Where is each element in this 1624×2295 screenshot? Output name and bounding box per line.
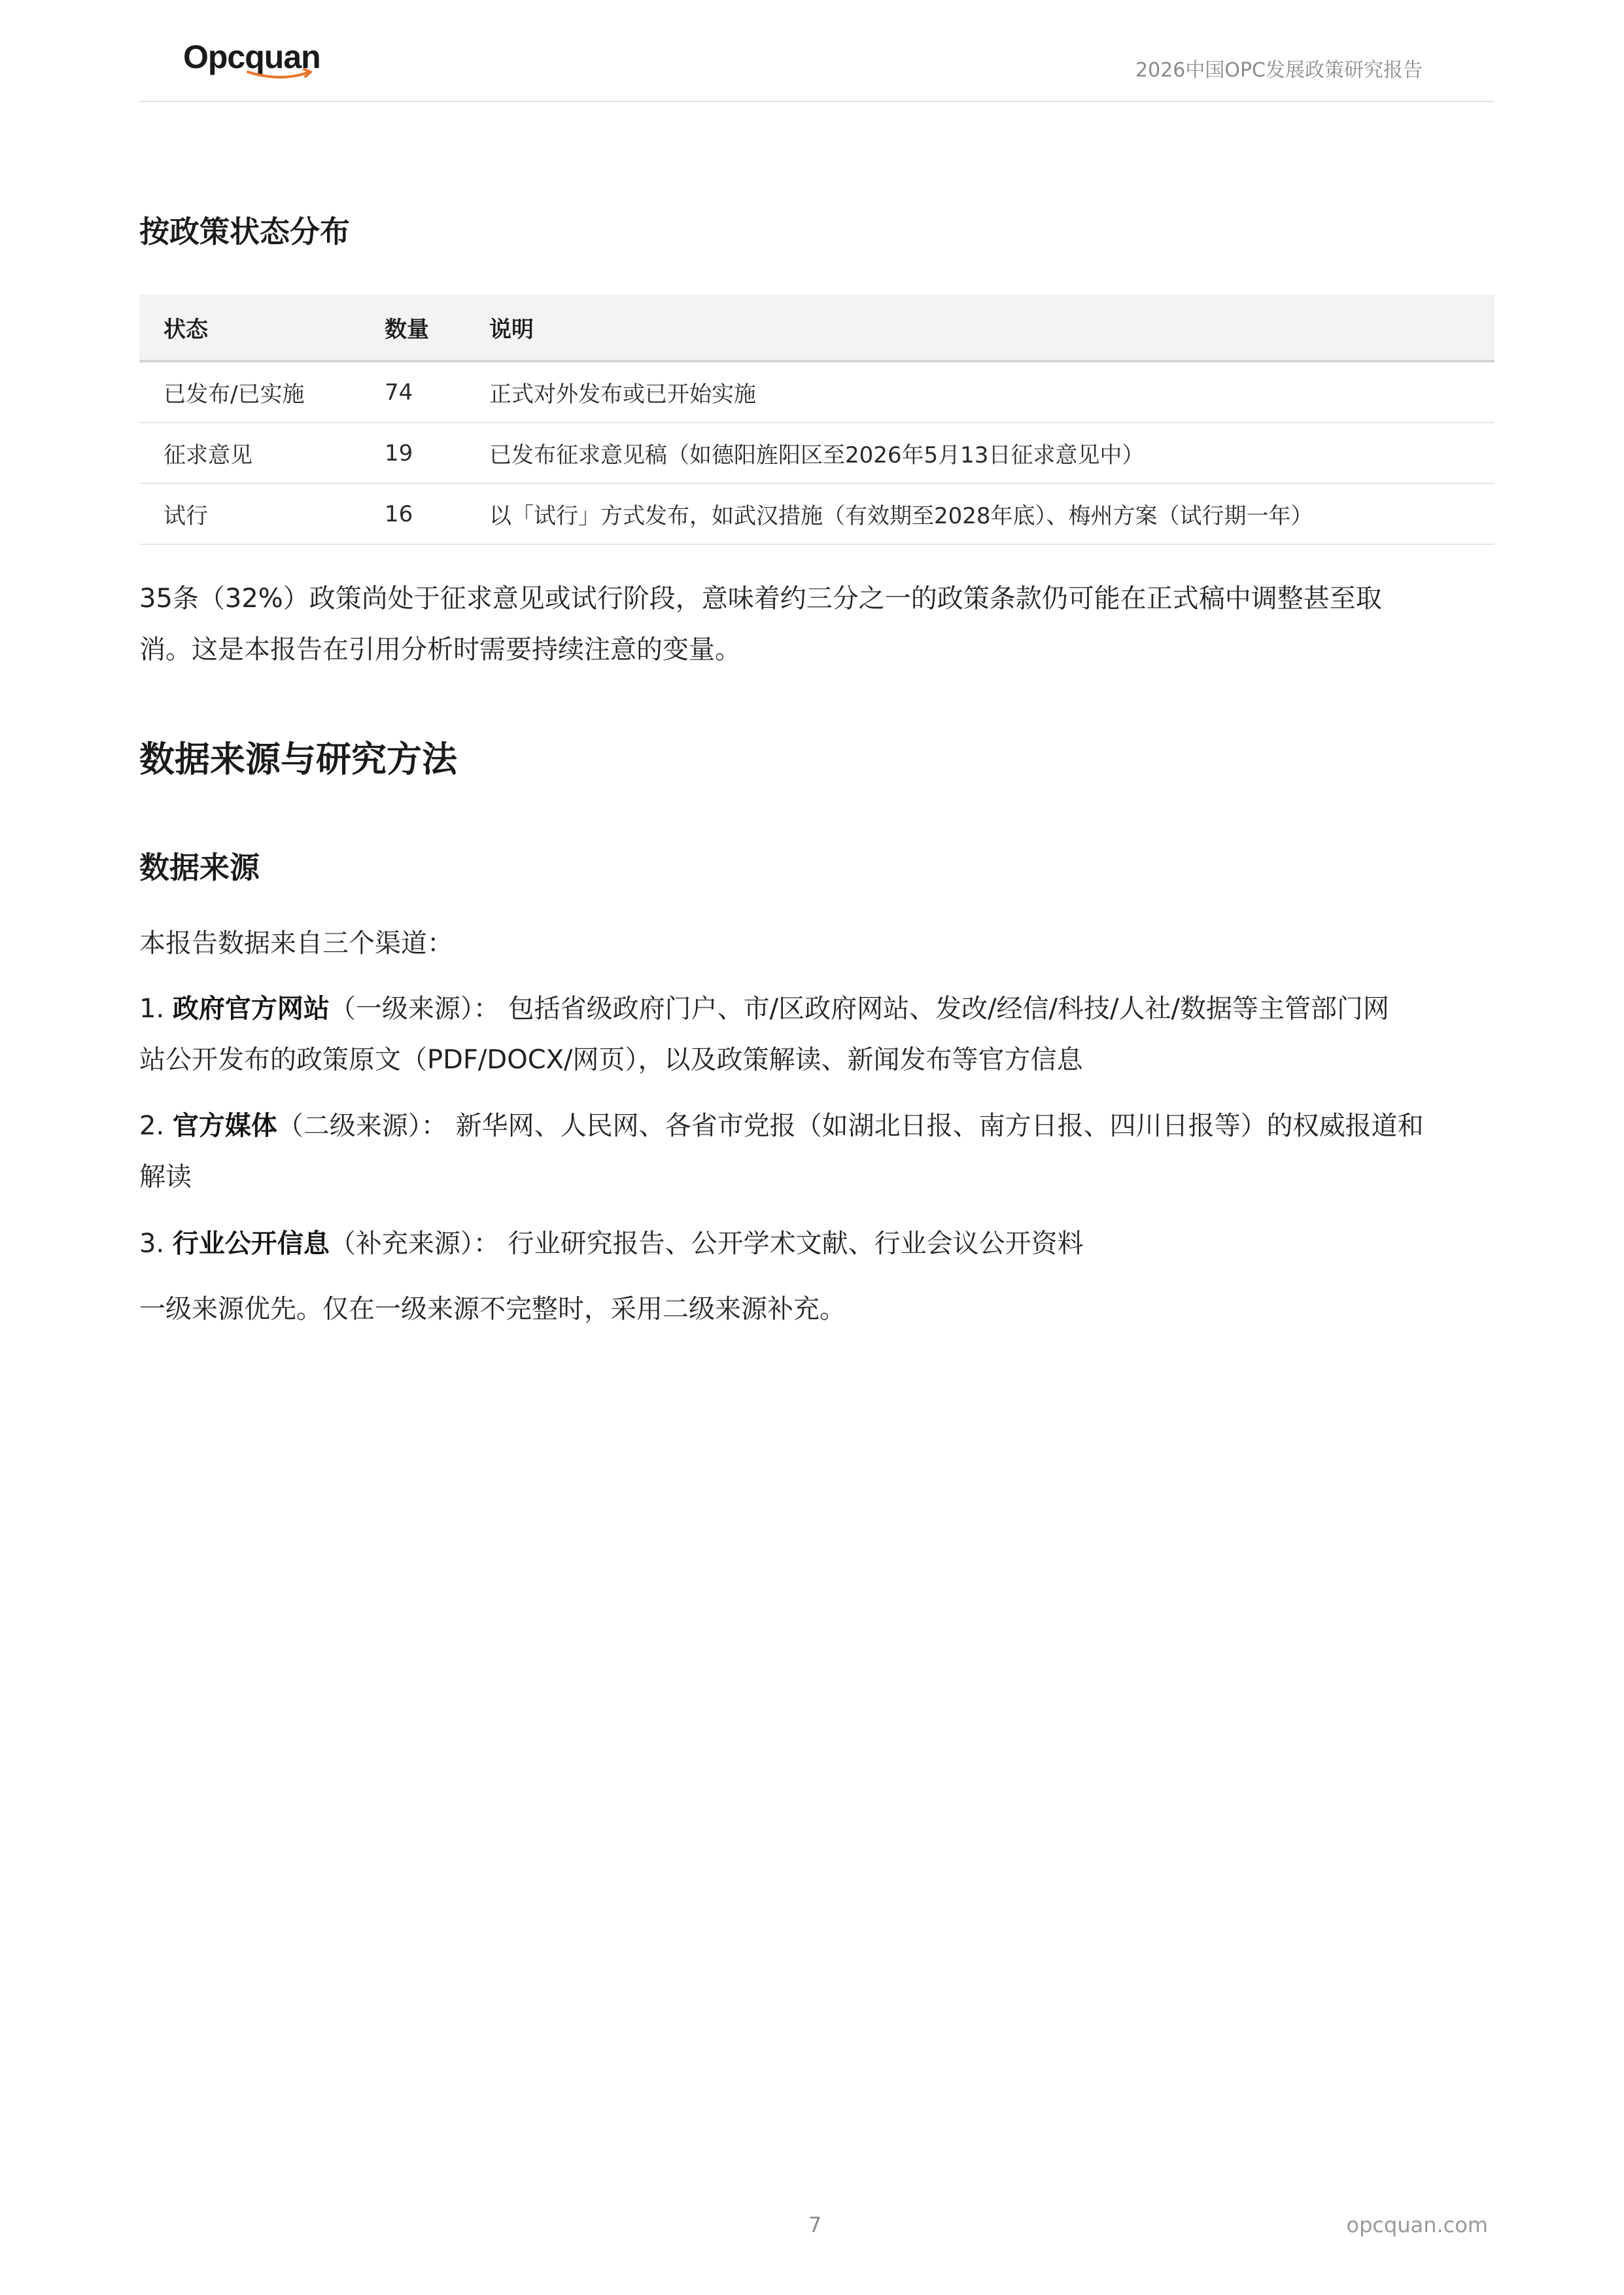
header-divider bbox=[139, 101, 1494, 102]
logo-arrow-icon bbox=[245, 68, 317, 80]
status-table bbox=[139, 294, 1494, 545]
section-heading-status: 按政策状态分布 bbox=[139, 214, 350, 249]
table-row bbox=[139, 484, 1494, 545]
footer-url: opcquan.com bbox=[1346, 2213, 1488, 2237]
description-cell: 已发布征求意见稿（如德阳旌阳区至2026年5月13日征求意见中） bbox=[489, 442, 1145, 468]
list-item-tag: （一级来源）： bbox=[329, 994, 500, 1024]
column-header-description: 说明 bbox=[489, 316, 534, 343]
table-row bbox=[139, 423, 1494, 484]
list-item-tag: （二级来源）： bbox=[277, 1111, 447, 1141]
list-item-title: 政府官方网站 bbox=[172, 994, 330, 1024]
closing-paragraph: 一级来源优先。仅在一级来源不完整时，采用二级来源补充。 bbox=[139, 1294, 846, 1324]
count-cell: 74 bbox=[385, 379, 413, 406]
description-cell: 正式对外发布或已开始实施 bbox=[489, 381, 756, 408]
list-item-tag: （补充来源）： bbox=[329, 1229, 500, 1259]
list-item-text: 行业研究报告、公开学术文献、行业会议公开资料 bbox=[508, 1229, 1084, 1259]
list-item-number: 2. bbox=[139, 1111, 165, 1141]
status-note-line: 消。这是本报告在引用分析时需要持续注意的变量。 bbox=[139, 635, 741, 665]
list-item-title: 行业公开信息 bbox=[172, 1229, 330, 1259]
count-cell: 16 bbox=[385, 500, 413, 527]
list-item-text: 包括省级政府门户、市/区政府网站、发改/经信/科技/人社/数据等主管部门网 bbox=[508, 994, 1389, 1024]
list-item-number: 1. bbox=[139, 994, 165, 1024]
intro-paragraph: 本报告数据来自三个渠道： bbox=[139, 928, 453, 958]
logo bbox=[183, 34, 320, 80]
table-row bbox=[139, 362, 1494, 423]
list-item-number: 3. bbox=[139, 1229, 165, 1259]
logo-text: Opcquan bbox=[183, 39, 320, 75]
list-item bbox=[139, 1100, 1494, 1202]
section-heading-method: 数据来源与研究方法 bbox=[139, 739, 457, 780]
list-item-text: 站公开发布的政策原文（PDF/DOCX/网页），以及政策解读、新闻发布等官方信息 bbox=[139, 1045, 1083, 1075]
table-header-row bbox=[139, 294, 1494, 362]
list-item bbox=[139, 983, 1494, 1085]
list-item bbox=[139, 1218, 1494, 1269]
column-header-count: 数量 bbox=[385, 316, 429, 343]
list-item-text: 解读 bbox=[139, 1162, 192, 1192]
page-number: 7 bbox=[808, 2213, 822, 2237]
status-cell: 已发布/已实施 bbox=[164, 381, 305, 408]
description-cell: 以「试行」方式发布，如武汉措施（有效期至2028年底）、梅州方案（试行期一年） bbox=[489, 503, 1313, 529]
count-cell: 19 bbox=[385, 440, 413, 466]
list-item-text: 新华网、人民网、各省市党报（如湖北日报、南方日报、四川日报等）的权威报道和 bbox=[455, 1111, 1424, 1141]
list-item-title: 官方媒体 bbox=[172, 1111, 277, 1141]
status-cell: 试行 bbox=[164, 503, 208, 529]
status-note-line: 35条（32%）政策尚处于征求意见或试行阶段，意味着约三分之一的政策条款仍可能在正式稿中调整甚至取 bbox=[139, 584, 1382, 614]
report-title: 2026中国OPC发展政策研究报告 bbox=[1135, 59, 1423, 82]
subheading-data-sources: 数据来源 bbox=[139, 850, 260, 885]
status-cell: 征求意见 bbox=[164, 442, 252, 468]
status-note-paragraph bbox=[139, 573, 1494, 675]
column-header-status: 状态 bbox=[164, 316, 208, 343]
